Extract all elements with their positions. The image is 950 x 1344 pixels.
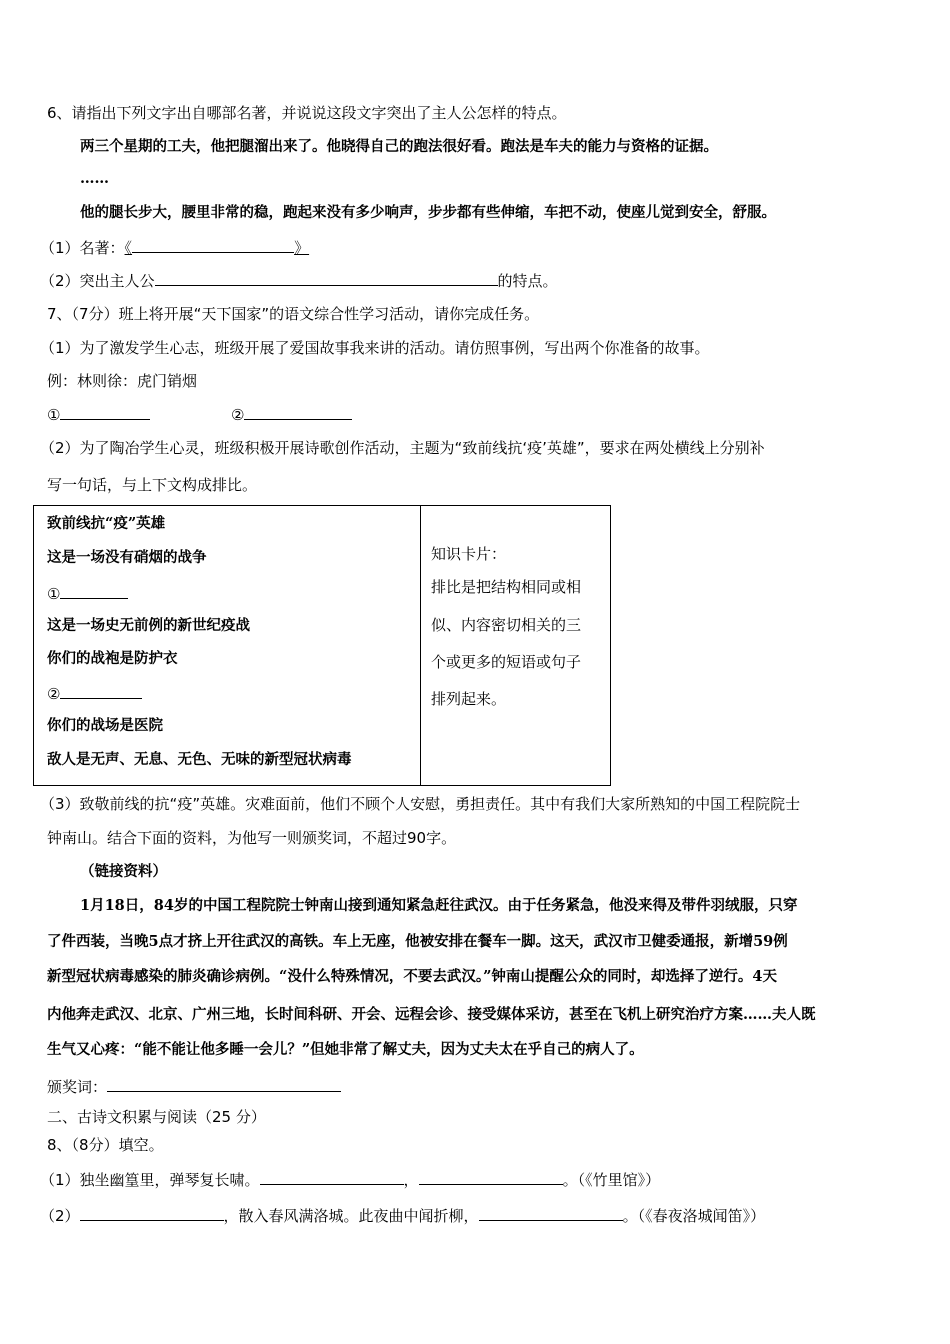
- q7-story-1: [47, 404, 150, 425]
- q6-sub2-tail: 的特点。: [497, 272, 558, 290]
- poem-line-2: 这是一场史无前例的新世纪疫战: [47, 617, 250, 634]
- poem-blank-2: [47, 683, 142, 704]
- q8-sub1-blank-1[interactable]: [260, 1169, 404, 1185]
- q8-sub1-blank-2[interactable]: [419, 1169, 563, 1185]
- poem-blank-2-line[interactable]: [60, 683, 142, 699]
- q8-sub2-label: （2）: [40, 1207, 80, 1225]
- poem-table: [33, 505, 611, 786]
- q7-story-2-blank[interactable]: [244, 404, 352, 420]
- q8-prompt: 8、（8分）填空。: [47, 1136, 164, 1154]
- q8-sub2-mid: ，散入春风满洛城。此夜曲中闻折柳，: [223, 1207, 479, 1225]
- q8-sub2-blank-1[interactable]: [80, 1205, 224, 1221]
- q8-sub1-label: （1）独坐幽篁里，弹琴复长啸。: [40, 1171, 260, 1189]
- card-line-2: 似、内容密切相关的三: [431, 616, 582, 634]
- q8-sub2: [40, 1205, 765, 1226]
- q7-sub2-line-1: （2）为了陶冶学生心灵，班级积极开展诗歌创作活动，主题为“致前线抗‘疫’英雄”，要求在两处横线上分别补: [40, 439, 765, 457]
- q8-sub1-tail: 。（《竹里馆》）: [562, 1171, 661, 1189]
- q7-sub1: （1）为了激发学生心志，班级开展了爱国故事我来讲的活动。请仿照事例，写出两个你准备的故事。: [40, 339, 710, 357]
- q7-mark-2: ②: [231, 406, 245, 424]
- q6-ellipsis: ……: [80, 170, 109, 187]
- q6-trait-blank[interactable]: [155, 270, 498, 286]
- material-line-1: 1月18日，84岁的中国工程院院士钟南山接到通知紧急赶往武汉。由于任务紧急，他没来得及带件羽绒服，只穿: [80, 897, 798, 914]
- q6-passage-line-2: 他的腿长步大，腰里非常的稳，跑起来没有多少响声，步步都有些伸缩，车把不动，使座儿觉到安全，舒服。: [80, 204, 776, 221]
- award-speech: [47, 1076, 341, 1097]
- poem-blank-1-line[interactable]: [60, 583, 128, 599]
- q6-passage-line-1: 两三个星期的工夫，他把腿溜出来了。他晓得自己的跑法很好看。跑法是车夫的能力与资格的证据。: [80, 138, 718, 155]
- link-material-title: （链接资料）: [80, 863, 167, 880]
- q6-book-title-blank[interactable]: [132, 237, 294, 253]
- card-title: 知识卡片：: [431, 545, 507, 563]
- q6-book-close: 》: [294, 239, 310, 257]
- q7-story-1-blank[interactable]: [60, 404, 150, 420]
- material-line-3: 新型冠状病毒感染的肺炎确诊病例。“没什么特殊情况，不要去武汉。”钟南山提醒公众的同时，却选择了逆行。4天: [47, 968, 778, 985]
- card-line-3: 个或更多的短语或句子: [431, 653, 582, 671]
- poem-line-3: 你们的战袍是防护衣: [47, 650, 178, 667]
- q6-sub2: [40, 270, 558, 291]
- q7-sub3-line-2: 钟南山。结合下面的资料，为他写一则颁奖词，不超过90字。: [47, 829, 457, 847]
- material-line-5: 生气又心疼：“能不能让他多睡一会儿？”但她非常了解丈夫，因为丈夫太在乎自己的病人了。: [47, 1041, 644, 1058]
- q8-sub2-blank-2[interactable]: [479, 1205, 623, 1221]
- poem-line-1: 这是一场没有硝烟的战争: [47, 549, 207, 566]
- q8-sub1: [40, 1169, 660, 1190]
- material-line-2: 了件西装，当晚5点才挤上开往武汉的高铁。车上无座，他被安排在餐车一脚。这天，武汉市卫健委通报，新增59例: [47, 933, 788, 950]
- table-divider: [420, 506, 421, 785]
- section-2-heading: 二、古诗文积累与阅读（25 分）: [47, 1108, 266, 1126]
- poem-title: 致前线抗“疫”英雄: [47, 515, 166, 532]
- card-line-4: 排列起来。: [431, 690, 507, 708]
- award-blank[interactable]: [107, 1076, 341, 1092]
- award-label: 颁奖词：: [47, 1078, 108, 1096]
- poem-blank-1: [47, 583, 128, 604]
- q6-sub2-label: （2）突出主人公: [40, 272, 155, 290]
- q8-sub2-tail: 。（《春夜洛城闻笛》）: [622, 1207, 766, 1225]
- q7-story-2: [231, 404, 352, 425]
- q6-book-open: 《: [124, 239, 133, 257]
- q7-prompt: 7、（7分）班上将开展“天下国家”的语文综合性学习活动，请你完成任务。: [47, 305, 540, 323]
- poem-blank-1-mark: ①: [47, 585, 61, 603]
- q7-example: 例：林则徐：虎门销烟: [47, 372, 198, 390]
- q6-prompt: 6、请指出下列文字出自哪部名著，并说说这段文字突出了主人公怎样的特点。: [47, 104, 567, 122]
- q6-sub1: [40, 237, 309, 258]
- material-line-4: 内他奔走武汉、北京、广州三地，长时间科研、开会、远程会诊、接受媒体采访，甚至在飞机上研究治疗方案……夫人既: [47, 1006, 816, 1023]
- q7-mark-1: ①: [47, 406, 61, 424]
- poem-line-5: 敌人是无声、无息、无色、无味的新型冠状病毒: [47, 751, 352, 768]
- q6-sub1-label: （1）名著：: [40, 239, 125, 257]
- card-line-1: 排比是把结构相同或相: [431, 578, 582, 596]
- poem-blank-2-mark: ②: [47, 685, 61, 703]
- q7-sub2-line-2: 写一句话，与上下文构成排比。: [47, 476, 258, 494]
- q8-sub1-comma: ，: [403, 1171, 419, 1189]
- poem-line-4: 你们的战场是医院: [47, 717, 163, 734]
- q7-sub3-line-1: （3）致敬前线的抗“疫”英雄。灾难面前，他们不顾个人安慰，勇担责任。其中有我们大家所熟知的中国工程院院士: [40, 795, 801, 813]
